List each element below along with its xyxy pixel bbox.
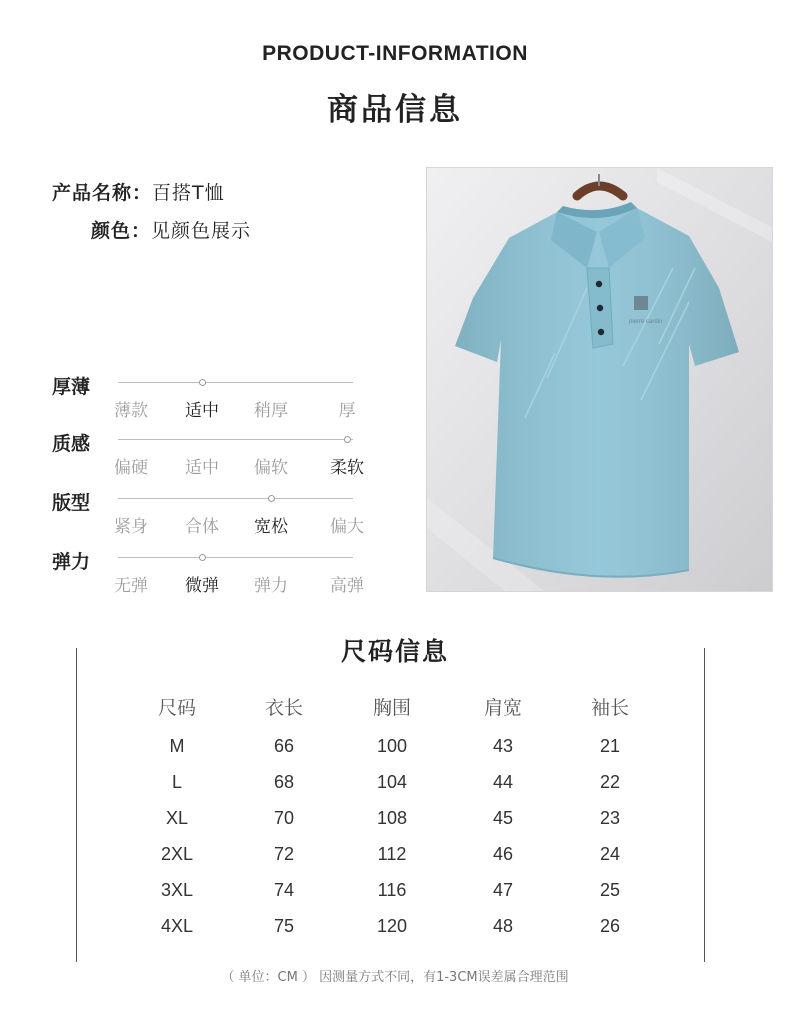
attribute-label: 版型 [52, 492, 91, 514]
table-header-cell: 衣长 [264, 697, 303, 719]
table-left-border [76, 648, 77, 962]
brand-logo-text: pierre cardin [629, 319, 663, 325]
table-cell: M [169, 736, 185, 756]
table-cell: 21 [599, 736, 621, 756]
scale-track [118, 439, 353, 440]
table-header-cell: 胸围 [372, 697, 411, 719]
product-name-value: 百搭T恤 [152, 182, 225, 204]
attribute-option: 紧身 [114, 517, 148, 537]
attribute-option: 偏软 [254, 458, 288, 478]
table-cell: 47 [492, 880, 514, 900]
scale-track [118, 557, 353, 558]
attribute-option: 微弹 [185, 576, 219, 596]
attribute-option: 薄款 [114, 401, 148, 421]
table-cell: 48 [492, 916, 514, 936]
table-cell: 25 [599, 880, 621, 900]
scale-track [118, 498, 353, 499]
table-cell: 120 [376, 916, 408, 936]
table-cell: 108 [376, 808, 408, 828]
product-color-line [91, 216, 251, 243]
table-cell: 23 [599, 808, 621, 828]
table-cell: 66 [273, 736, 295, 756]
table-cell: 22 [599, 772, 621, 792]
product-color-key: 颜色： [91, 220, 152, 242]
size-table-title: 尺码信息 [340, 637, 449, 666]
scale-marker [199, 379, 206, 386]
table-header-cell: 尺码 [157, 697, 196, 719]
attribute-option: 宽松 [254, 517, 288, 537]
table-cell: 100 [376, 736, 408, 756]
attribute-option: 高弹 [330, 576, 364, 596]
table-cell: 74 [273, 880, 295, 900]
attribute-option: 适中 [185, 458, 219, 478]
table-cell: 116 [377, 880, 407, 900]
scale-marker [268, 495, 275, 502]
table-cell: 43 [492, 736, 514, 756]
attribute-option: 合体 [185, 517, 219, 537]
product-color-value: 见颜色展示 [151, 220, 252, 242]
attribute-option: 偏硬 [114, 458, 148, 478]
product-name-line [52, 178, 225, 205]
table-cell: 75 [273, 916, 295, 936]
product-photo [426, 167, 773, 592]
table-header-cell: 袖长 [590, 697, 629, 719]
attribute-option: 适中 [185, 401, 219, 421]
table-cell: 45 [492, 808, 514, 828]
attribute-option: 厚 [338, 401, 356, 421]
scale-track [118, 382, 353, 383]
table-cell: 46 [492, 844, 514, 864]
table-right-border [704, 648, 705, 962]
polo-shirt-illustration [427, 168, 773, 592]
table-cell: 26 [599, 916, 621, 936]
attribute-label: 厚薄 [52, 376, 91, 398]
attribute-option: 弹力 [254, 576, 288, 596]
attribute-option: 偏大 [330, 517, 364, 537]
table-cell: XL [165, 808, 189, 828]
table-cell: 2XL [160, 844, 194, 864]
table-cell: 70 [273, 808, 295, 828]
table-cell: 44 [492, 772, 514, 792]
table-cell: 24 [599, 844, 621, 864]
table-cell: 68 [273, 772, 295, 792]
english-title: PRODUCT-INFORMATION [262, 42, 528, 65]
scale-marker [344, 436, 351, 443]
attribute-option: 稍厚 [254, 401, 288, 421]
page-title: 商品信息 [327, 92, 463, 128]
attribute-option: 柔软 [330, 458, 364, 478]
attribute-option: 无弹 [114, 576, 148, 596]
attribute-label: 质感 [52, 433, 91, 455]
table-cell: 3XL [160, 880, 194, 900]
table-cell: 4XL [160, 916, 194, 936]
attribute-label: 弹力 [52, 551, 91, 573]
measurement-note: （ 单位：CM ） 因测量方式不同，有1-3CM误差属合理范围 [221, 970, 569, 985]
table-cell: 72 [273, 844, 295, 864]
table-cell: 112 [377, 844, 407, 864]
scale-marker [199, 554, 206, 561]
table-cell: 104 [376, 772, 408, 792]
table-cell: L [171, 772, 182, 792]
product-name-key: 产品名称： [52, 182, 153, 204]
table-header-cell: 肩宽 [483, 697, 522, 719]
